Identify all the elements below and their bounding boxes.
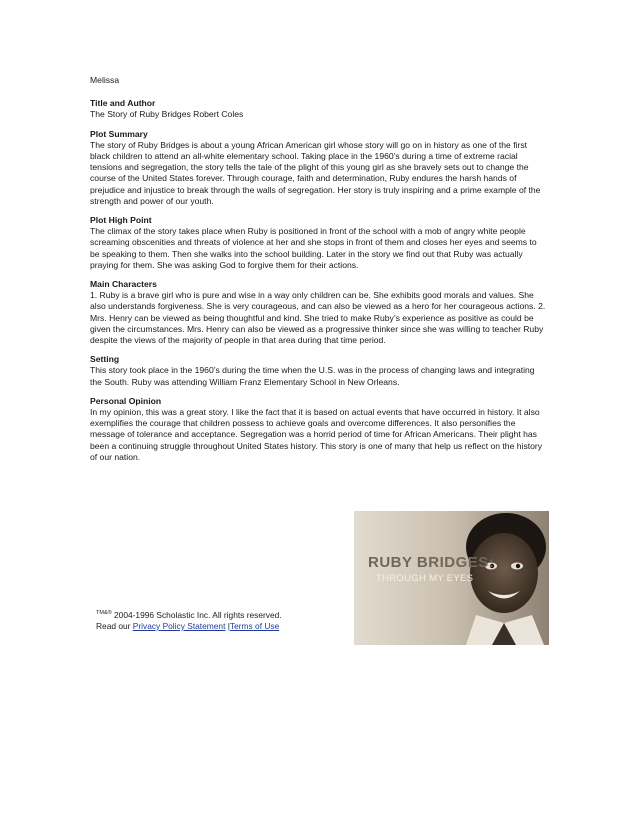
section-title-author	[90, 98, 548, 120]
read-our-text: Read our	[96, 621, 131, 631]
section-body: This story took place in the 1960’s during the time when the U.S. was in the process of changing laws and integrating the South. Ruby was attending William Franz Elementary School in New Orleans.	[90, 365, 535, 387]
section-heading: Main Characters	[90, 279, 157, 290]
section-body: In my opinion, this was a great story. I like the fact that it is based on actual events that have occurred in history. It also exemplifies the courage that children possess to achieve goals and overcome differences. It also personifies the message of tolerance and acceptance. Segregation was a horrid period of time for African Americans. Their plight has been a continuing struggle throughout United States history. This story is one of many that help us reflect on the history of our nation.	[90, 407, 543, 462]
terms-of-use-link[interactable]: Terms of Use	[229, 621, 280, 631]
section-main-characters	[90, 279, 548, 346]
section-body: The Story of Ruby Bridges Robert Coles	[90, 109, 244, 120]
section-plot-high-point	[90, 215, 548, 271]
section-setting	[90, 354, 548, 388]
section-plot-summary	[90, 129, 548, 207]
face-shape	[470, 533, 538, 613]
link-separator: |	[227, 621, 230, 631]
photo-title-line2: THROUGH MY EYES	[376, 573, 474, 584]
policy-line	[96, 621, 282, 632]
registered-mark: &®	[103, 610, 112, 617]
ruby-bridges-photo	[354, 511, 549, 645]
photo-illustration	[354, 511, 549, 645]
privacy-policy-link[interactable]: Privacy Policy Statement	[132, 621, 226, 631]
pupil-right	[516, 564, 520, 568]
photo-title-line1: RUBY BRIDGES:	[368, 554, 495, 571]
section-body: The climax of the story takes place when Ruby is positioned in front of the school with a mob of angry white people screaming obscenities and threats of violence at her and she stops in front of them and closes her eyes and seems to be speaking to them. Then she walks into the school building. Later in the story we find out that Ruby was actually praying for them. She was asking God to forgive them for their actions.	[90, 226, 537, 270]
copyright-line	[96, 610, 282, 621]
section-heading: Plot High Point	[90, 215, 152, 226]
section-body: The story of Ruby Bridges is about a young African American girl whose story will go on in history as one of the first black children to attend an all-white elementary school. Taking place in the 1960’s during a time of extreme racial tensions and segregation, the story tells the tale of the plight of this young girl as she bravely sets out to change the course of the United States forever. Through courage, faith and determination, Ruby endures the harsh hands of prejudice and injustice to break through the walls of segregation. Her story is truly inspiring and a prime example of the strength and power of our youth.	[90, 139, 541, 206]
copyright-text: 2004-1996 Scholastic Inc. All rights reserved.	[114, 610, 282, 620]
section-heading: Personal Opinion	[90, 395, 162, 406]
section-body: 1. Ruby is a brave girl who is pure and wise in a way only children can be. She exhibits good morals and values. She also understands forgiveness. She is very courageous, and can also be viewed as a hero for her courageous actions. 2. Mrs. Henry can be viewed as being thoughtful and kind. She tried to make Ruby’s experience as positive as could be given the circumstances. Mrs. Henry can also be viewed as a progressive thinker since she was willing to teacher Ruby despite the views of the majority of people in that area during that time period.	[90, 290, 546, 346]
copyright-footer	[96, 610, 282, 632]
section-heading: Title and Author	[90, 98, 156, 109]
section-heading: Setting	[90, 354, 120, 365]
author-name: Melissa	[90, 75, 120, 85]
trademark-mark: TM	[96, 610, 104, 617]
book-report	[90, 75, 548, 471]
section-personal-opinion	[90, 396, 548, 463]
section-heading: Plot Summary	[90, 128, 148, 139]
